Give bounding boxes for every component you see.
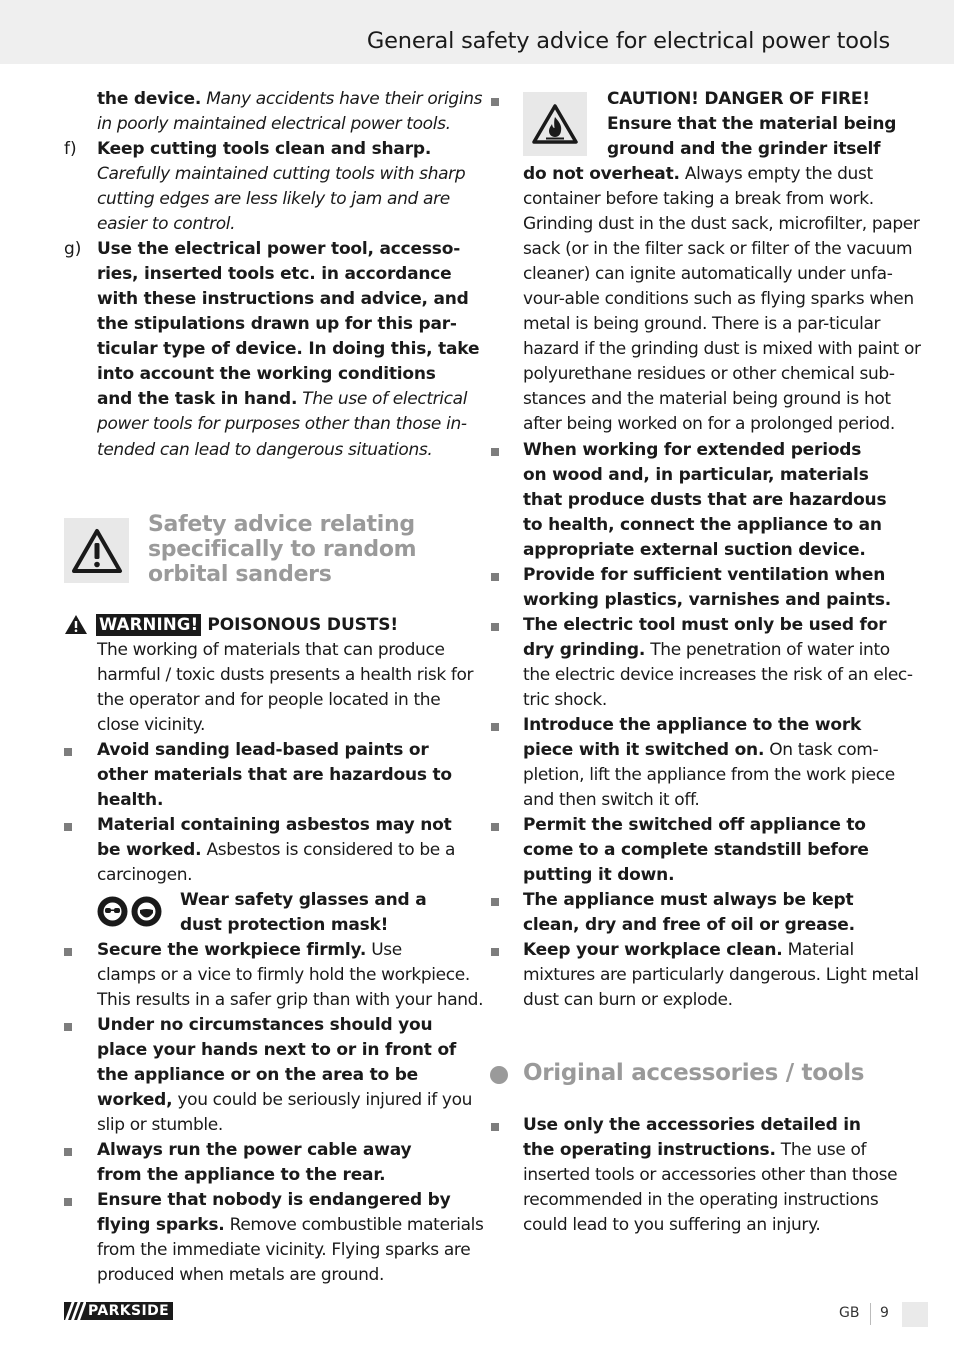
bullet-accessories-line-2: the operating instructions. The use of [523,1140,867,1160]
bullet-accessories-line-1: Use only the accessories detailed in [523,1115,861,1135]
bullet-dry-line-1: The electric tool must only be used for [523,615,887,635]
bullet-standstill-line-1: Permit the switched off appliance to [523,815,866,835]
fire-caution-line-10: metal is being ground. There is a par-ticular [523,314,881,334]
item-f-label: f) [64,139,77,159]
item-g-line-8: power tools for purposes other than those in- [97,414,467,434]
warning-line-1: The working of materials that can produce [97,640,445,660]
bullet-introduce-line-1: Introduce the appliance to the work [523,715,862,735]
section-dot-icon [490,1066,508,1084]
bullet-marker [64,1148,72,1156]
bullet-marker [64,948,72,956]
bullet-cable-line-2: from the appliance to the rear. [97,1165,386,1185]
bullet-ventilation-line-2: working plastics, varnishes and paints. [523,590,891,610]
bullet-asbestos-line-2: be worked. Asbestos is considered to be a [97,840,456,860]
warning-header [64,612,398,637]
item-g-line-2: ries, inserted tools etc. in accordance [97,264,452,284]
warning-small-icon [64,614,88,635]
bullet-workplace-line-1: Keep your workplace clean. Material [523,940,854,960]
item-g-line-5: ticular type of device. In doing this, take [97,339,480,359]
bullet-sparks-line-1: Ensure that nobody is endangered by [97,1190,451,1210]
warning-triangle-icon [64,518,129,583]
bullet-hands-line-1: Under no circumstances should you [97,1015,433,1035]
footer-divider [870,1303,871,1325]
bullet-marker [64,748,72,756]
e-cont-line-2: in poorly maintained electrical power tools. [97,114,451,134]
bullet-introduce-line-4: and then switch it off. [523,790,700,810]
page-number: 9 [880,1305,889,1321]
logo-stripes-icon [64,1302,86,1320]
item-g-line-9: tended can lead to dangerous situations. [97,440,433,460]
warning-line-4: close vicinity. [97,715,205,735]
bullet-dry-line-3: the electric device increases the risk of an elec- [523,665,913,685]
safety-glasses-icon [97,896,128,927]
bullet-sparks-line-2: flying sparks. Remove combustible materials [97,1215,484,1235]
fire-caution-line-12: polyurethane residues or other chemical sub- [523,364,895,384]
fire-hazard-icon [523,92,587,156]
bullet-cable-line-1: Always run the power cable away [97,1140,412,1160]
fire-caution-line-1: CAUTION! DANGER OF FIRE! [607,89,870,109]
bullet-hands-line-2: place your hands next to or in front of [97,1040,457,1060]
warning-line-2: harmful / toxic dusts presents a health risk for [97,665,474,685]
bullet-lead-line-1: Avoid sanding lead-based paints or [97,740,429,760]
bullet-standstill-line-3: putting it down. [523,865,675,885]
bullet-suction-line-5: appropriate external suction device. [523,540,866,560]
bullet-workpiece-line-1: Secure the workpiece firmly. Use [97,940,402,960]
bullet-hands-line-4: worked, you could be seriously injured if you [97,1090,473,1110]
bullet-introduce-line-3: pletion, lift the appliance from the work piece [523,765,895,785]
bullet-workpiece-line-2: clamps or a vice to firmly hold the workpiece. [97,965,470,985]
item-g-line-1: Use the electrical power tool, accesso- [97,239,461,259]
bullet-asbestos-line-1: Material containing asbestos may not [97,815,452,835]
item-g-line-6: into account the working conditions [97,364,436,384]
bullet-standstill-line-2: come to a complete standstill before [523,840,869,860]
fire-caution-line-9: vour-able conditions such as flying sparks when [523,289,914,309]
bullet-lead-line-3: health. [97,790,164,810]
bullet-accessories-line-5: could lead to you suffering an injury. [523,1215,821,1235]
warning-badge: WARNING! [96,614,201,636]
bullet-clean-line-1: The appliance must always be kept [523,890,854,910]
parkside-logo [64,1302,173,1320]
bullet-marker [491,573,499,581]
ppe-line-2: dust protection mask! [180,915,389,935]
page-title: General safety advice for electrical power tools [366,28,890,54]
fire-caution-line-2: Ensure that the material being [607,114,897,134]
ppe-icons [97,893,162,929]
item-g-line-3: with these instructions and advice, and [97,289,469,309]
fire-caution-line-11: hazard if the grinding dust is mixed with paint or [523,339,921,359]
bullet-hands-line-5: slip or stumble. [97,1115,223,1135]
item-f-line-4: easier to control. [97,214,236,234]
bullet-marker [491,723,499,731]
fire-caution-line-7: sack (or in the filter sack or filter of the vacuum [523,239,913,259]
fire-caution-line-13: stances and the material being ground is hot [523,389,891,409]
bullet-dry-line-4: tric shock. [523,690,607,710]
dust-mask-icon [131,896,162,927]
bullet-suction-line-2: on wood and, in particular, materials [523,465,869,485]
fire-caution-line-8: cleaner) can ignite automatically under unfa- [523,264,893,284]
warning-line-3: the operator and for people located in the [97,690,441,710]
warning-title: POISONOUS DUSTS! [207,614,399,635]
bullet-sparks-line-4: produced when metals are ground. [97,1265,385,1285]
ppe-line-1: Wear safety glasses and a [180,890,427,910]
bullet-accessories-line-3: inserted tools or accessories other than those [523,1165,898,1185]
bullet-lead-line-2: other materials that are hazardous to [97,765,452,785]
bullet-marker [491,823,499,831]
bullet-marker [491,448,499,456]
item-f-heading: Keep cutting tools clean and sharp. [97,139,432,159]
e-cont-line-1: the device. Many accidents have their origins [97,89,483,109]
bullet-introduce-line-2: piece with it switched on. On task com- [523,740,879,760]
section-heading-line-2: specifically to random [148,537,417,562]
item-g-label: g) [64,239,82,259]
bullet-workplace-line-2: mixtures are particularly dangerous. Light metal [523,965,919,985]
fire-caution-line-3: ground and the grinder itself [607,139,881,159]
bullet-suction-line-3: that produce dusts that are hazardous [523,490,887,510]
bullet-marker [64,1023,72,1031]
item-g-line-4: the stipulations drawn up for this par- [97,314,457,334]
item-f-line-2: Carefully maintained cutting tools with sharp [97,164,466,184]
bullet-marker [64,1198,72,1206]
item-f-line-3: cutting edges are less likely to jam and are [97,189,450,209]
bullet-marker [64,823,72,831]
bullet-marker [491,948,499,956]
language-code: GB [839,1305,860,1321]
accessories-heading: Original accessories / tools [523,1060,865,1086]
bullet-accessories-line-4: recommended in the operating instructions [523,1190,879,1210]
bullet-sparks-line-3: from the immediate vicinity. Flying sparks are [97,1240,471,1260]
bullet-dry-line-2: dry grinding. The penetration of water into [523,640,890,660]
page-header [0,0,954,64]
bullet-marker [491,623,499,631]
bullet-marker [491,898,499,906]
bullet-ventilation-line-1: Provide for sufficient ventilation when [523,565,886,585]
brand-name: PARKSIDE [86,1302,173,1320]
bullet-marker [491,98,499,106]
section-heading-line-3: orbital sanders [148,562,332,587]
fire-caution-line-6: Grinding dust in the dust sack, microfilter, paper [523,214,920,234]
fire-caution-line-4: do not overheat. Always empty the dust [523,164,873,184]
item-g-line-7: and the task in hand. The use of electrical [97,389,468,409]
bullet-clean-line-2: clean, dry and free of oil or grease. [523,915,855,935]
section-heading-line-1: Safety advice relating [148,512,415,537]
bullet-workplace-line-3: dust can burn or explode. [523,990,733,1010]
bullet-suction-line-1: When working for extended periods [523,440,862,460]
bullet-hands-line-3: the appliance or on the area to be [97,1065,418,1085]
fire-caution-line-5: container before taking a break from work. [523,189,874,209]
bullet-marker [491,1123,499,1131]
bullet-suction-line-4: to health, connect the appliance to an [523,515,882,535]
fire-caution-line-14: after being worked on for a prolonged period. [523,414,895,434]
footer-tab [902,1302,928,1327]
bullet-workpiece-line-3: This results in a safer grip than with your hand. [97,990,484,1010]
bullet-asbestos-line-3: carcinogen. [97,865,193,885]
